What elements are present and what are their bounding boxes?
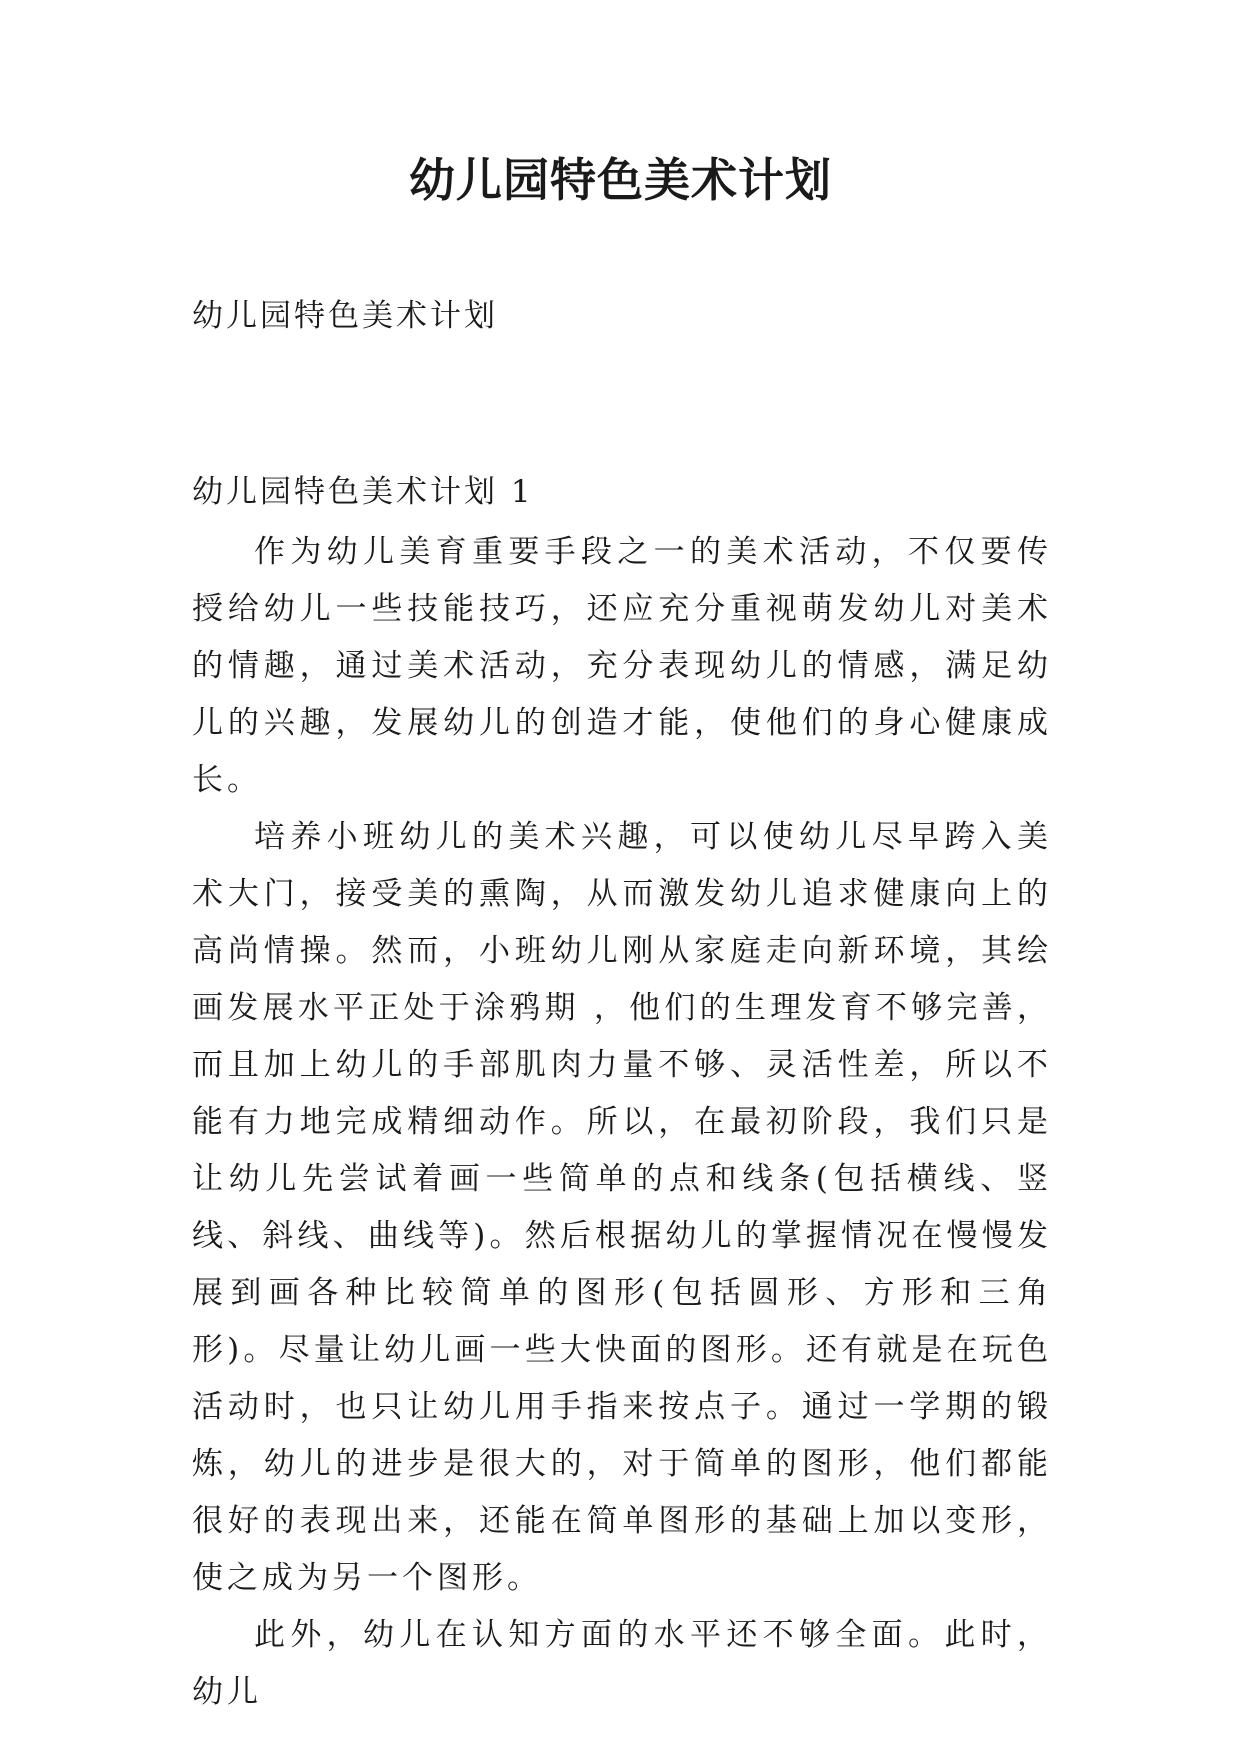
paragraph-3: 此外，幼儿在认知方面的水平还不够全面。此时，幼儿 [192, 1617, 1052, 1710]
paragraph-1: 作为幼儿美育重要手段之一的美术活动，不仅要传授给幼儿一些技能技巧，还应充分重视萌发幼儿对美术的情趣，通过美术活动，充分表现幼儿的情感，满足幼儿的兴趣，发展幼儿的创造才能，使他们的身心健康成长。 [192, 534, 1052, 798]
paragraph-2: 培养小班幼儿的美术兴趣，可以使幼儿尽早跨入美术大门，接受美的熏陶，从而激发幼儿追求健康向上的高尚情操。然而，小班幼儿刚从家庭走向新环境，其绘画发展水平正处于涂鸦期 ，他们的生理发育不够完善，而且加上幼儿的手部肌肉力量不够、灵活性差，所以不能有力地完成精细动作。所以，在最初阶段，我们只是让幼儿先尝试着画一些简单的点和线条(包括横线、竖线、斜线、曲线等)。然后根据幼儿的掌握情况在慢慢发展到画各种比较简单的图形(包括圆形、方形和三角形)。尽量让幼儿画一些大快面的图形。还有就是在玩色活动时，也只让幼儿用手指来按点子。通过一学期的锻炼，幼儿的进步是很大的，对于简单的图形，他们都能很好的表现出来，还能在简单图形的基础上加以变形，使之成为另一个图形。 [192, 819, 1052, 1596]
document-title: 幼儿园特色美术计划 [409, 153, 832, 207]
section-heading: 幼儿园特色美术计划 1 [192, 474, 534, 510]
body-text [192, 524, 1052, 1721]
document-subtitle: 幼儿园特色美术计划 [192, 298, 498, 334]
